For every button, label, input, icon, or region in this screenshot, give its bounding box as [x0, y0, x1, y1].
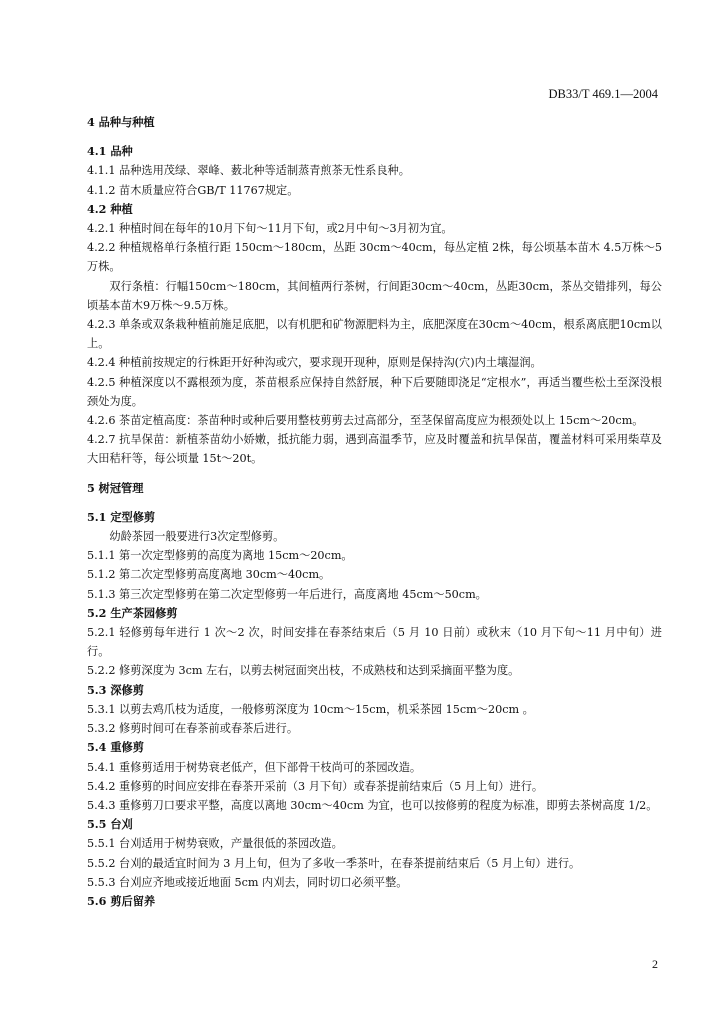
clause-4-1-2: 4.1.2 苗木质量应符合GB/T 11767规定。	[87, 183, 299, 197]
clause-5-2-2: 5.2.2 修剪深度为 3cm 左右，以剪去树冠面突出枝，不成熟枝和达到采摘面平整为度。	[87, 664, 520, 678]
clause-5-5-2: 5.5.2 台刈的最适宜时间为 3 月上旬，但为了多收一季茶叶，在春茶提前结束后（5 月上旬）进行。	[87, 856, 581, 870]
clause-4-2-5: 4.2.5 种植深度以不露根颈为度，茶苗根系应保持自然舒展，种下后要随即浇足“定根水”，再适当覆些松土至深没根颈处为度。	[87, 375, 662, 408]
clause-5-1-intro: 幼龄茶园一般要进行3次定型修剪。	[109, 530, 285, 544]
clause-5-3-2: 5.3.2 修剪时间可在春茶前或春茶后进行。	[87, 722, 299, 736]
section-heading-5: 5 树冠管理	[87, 480, 144, 495]
subsection-heading-4-1: 4.1 品种	[87, 144, 133, 159]
subsection-heading-4-2: 4.2 种植	[87, 201, 133, 216]
clause-5-1-3: 5.1.3 第三次定型修剪在第二次定型修剪一年后进行，高度离地 45cm～50cm。	[87, 587, 487, 601]
clause-5-5-1: 5.5.1 台刈适用于树势衰败，产量很低的茶园改造。	[87, 837, 343, 851]
subsection-heading-5-2: 5.2 生产茶园修剪	[87, 605, 178, 620]
clause-4-1-1: 4.1.1 品种选用茂绿、翠峰、薮北种等适制蒸青煎茶无性系良种。	[87, 164, 410, 178]
clause-5-4-3: 5.4.3 重修剪刀口要求平整，高度以离地 30cm～40cm 为宜，也可以按修剪的程度为标准，即剪去茶树高度 1/2。	[87, 798, 658, 812]
document-code: DB33/T 469.1—2004	[548, 87, 658, 101]
document-body	[87, 113, 662, 911]
clause-4-2-1: 4.2.1 种植时间在每年的10月下旬～11月下旬，或2月中旬～3月初为宜。	[87, 222, 453, 236]
clause-5-1-2: 5.1.2 第二次定型修剪高度离地 30cm～40cm。	[87, 568, 331, 582]
subsection-heading-5-4: 5.4 重修剪	[87, 740, 144, 755]
subsection-heading-5-6: 5.6 剪后留养	[87, 893, 156, 908]
subsection-heading-5-1: 5.1 定型修剪	[87, 509, 156, 524]
clause-5-2-1: 5.2.1 轻修剪每年进行 1 次～2 次，时间安排在春茶结束后（5 月 10 日前）或秋末（10 月下旬～11 月中旬）进行。	[87, 626, 662, 659]
clause-5-1-1: 5.1.1 第一次定型修剪的高度为离地 15cm～20cm。	[87, 549, 353, 563]
clause-4-2-2: 4.2.2 种植规格单行条植行距 150cm～180cm，丛距 30cm～40cm，每丛定植 2株，每公顷基本苗木 4.5万株～5万株。	[87, 241, 662, 274]
clause-5-4-2: 5.4.2 重修剪的时间应安排在春茶开采前（3 月下旬）或春茶提前结束后（5 月上旬）进行。	[87, 779, 544, 793]
clause-4-2-4: 4.2.4 种植前按规定的行株距开好种沟或穴，要求现开现种，原则是保持沟(穴)内土壤湿润。	[87, 356, 542, 370]
clause-4-2-2-double-row: 双行条植：行幅150cm～180cm，其间植两行茶树，行间距30cm～40cm，丛距30cm，茶丛交错排列，每公顷基本苗木9万株～9.5万株。	[87, 279, 662, 312]
clause-4-2-7: 4.2.7 抗旱保苗：新植茶苗幼小娇嫩，抵抗能力弱，遇到高温季节，应及时覆盖和抗旱保苗，覆盖材料可采用柴草及大田秸秆等，每公顷量 15t～20t。	[87, 433, 662, 466]
section-heading-4: 4 品种与种植	[87, 115, 155, 129]
clause-5-3-1: 5.3.1 以剪去鸡爪枝为适度，一般修剪深度为 10cm～15cm，机采茶园 15cm～20cm 。	[87, 702, 534, 716]
clause-4-2-3: 4.2.3 单条或双条栽种植前施足底肥，以有机肥和矿物源肥料为主，底肥深度在30cm～40cm，根系离底肥10cm以上。	[87, 318, 662, 351]
clause-5-4-1: 5.4.1 重修剪适用于树势衰老低产，但下部骨干枝尚可的茶园改造。	[87, 760, 422, 774]
page-number: 2	[652, 957, 658, 971]
clause-4-2-6: 4.2.6 茶苗定植高度：茶苗种时或种后要用整枝剪剪去过高部分，至茎保留高度应为根颈处以上 15cm～20cm。	[87, 414, 644, 428]
subsection-heading-5-5: 5.5 台刈	[87, 817, 133, 832]
clause-5-5-3: 5.5.3 台刈应齐地或接近地面 5cm 内刈去，同时切口必须平整。	[87, 875, 408, 889]
subsection-heading-5-3: 5.3 深修剪	[87, 682, 144, 697]
